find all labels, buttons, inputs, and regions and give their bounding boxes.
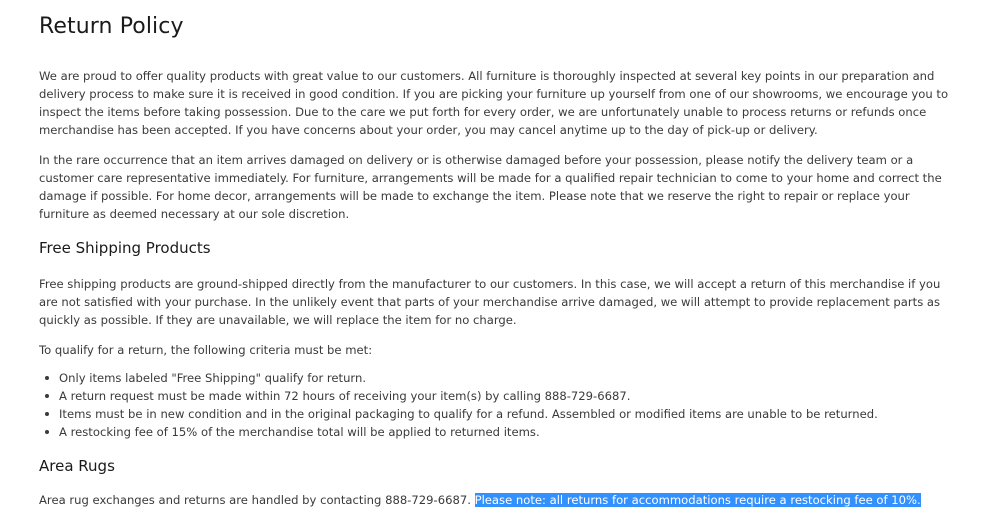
page-title: Return Policy [39, 14, 184, 39]
list-item: Items must be in new condition and in the original packaging to qualify for a refund. Assembled or modified items are unable to be returned. [39, 405, 878, 423]
criteria-intro: To qualify for a return, the following criteria must be met: [39, 343, 373, 357]
intro-paragraph-1: We are proud to offer quality products with great value to our customers. All furniture is thoroughly inspected at several key points in our preparation and delivery process to make sure it is received in good condition. If you are picking your furniture up yourself from one of our showrooms, we encourage you to inspect the items before taking possession. Due to the care we put forth for every order, we are unfortunately unable to process returns or refunds once merchandise has been accepted. If you have concerns about your order, you may cancel anytime up to the day of pick-up or delivery. [39, 69, 949, 137]
list-item: A return request must be made within 72 hours of receiving your item(s) by calling 888-729-6687. [39, 387, 878, 405]
area-rugs-paragraph [39, 491, 951, 509]
criteria-list [39, 369, 878, 441]
area-rugs-heading: Area Rugs [39, 457, 115, 475]
free-shipping-paragraph: Free shipping products are ground-shipped directly from the manufacturer to our customers. In this case, we will accept a return of this merchandise if you are not satisfied with your purchase. In the unlikely event that parts of your merchandise arrive damaged, we will attempt to provide replacement parts as quickly as possible. If they are unavailable, we will replace the item for no charge. [39, 277, 941, 327]
intro-paragraph-2: In the rare occurrence that an item arrives damaged on delivery or is otherwise damaged before your possession, please notify the delivery team or a customer care representative immediately. For furniture, arrangements will be made for a qualified repair technician to come to your home and correct the damage if possible. For home decor, arrangements will be made to exchange the item. Please note that we reserve the right to repair or replace your furniture as deemed necessary at our sole discretion. [39, 153, 942, 221]
list-item: A restocking fee of 15% of the merchandise total will be applied to returned items. [39, 423, 878, 441]
list-item: Only items labeled "Free Shipping" qualify for return. [39, 369, 878, 387]
area-rugs-text: Area rug exchanges and returns are handled by contacting 888-729-6687. [39, 493, 475, 507]
selected-text-highlight[interactable]: Please note: all returns for accommodations require a restocking fee of 10%. [474, 493, 921, 507]
free-shipping-heading: Free Shipping Products [39, 239, 211, 257]
